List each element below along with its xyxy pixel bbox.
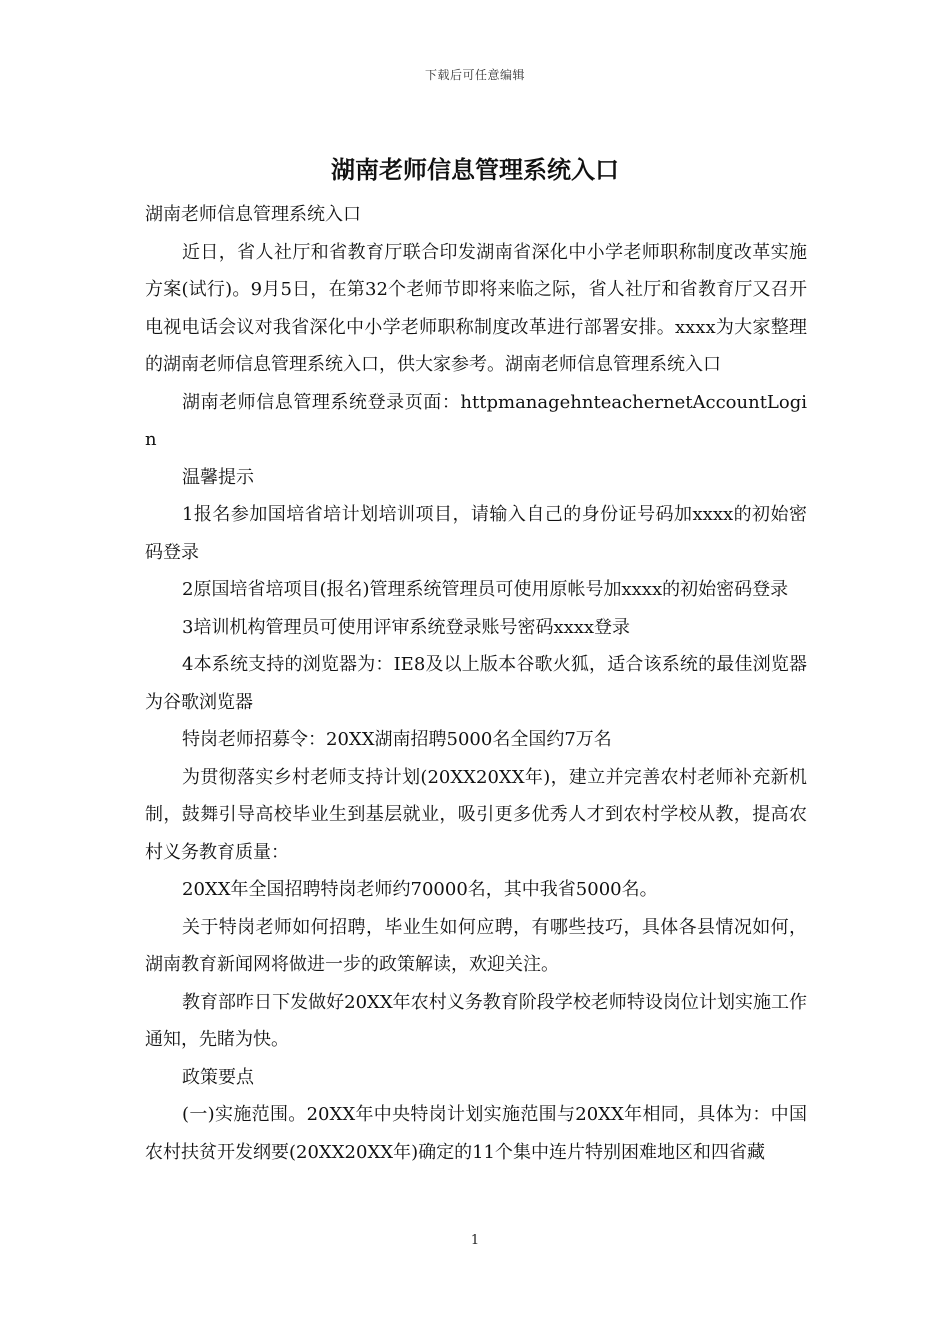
paragraph: 4本系统支持的浏览器为：IE8及以上版本谷歌火狐，适合该系统的最佳浏览器为谷歌浏览器 [145,654,807,713]
paragraph: 为贯彻落实乡村老师支持计划(20XX20XX年)，建立并完善农村老师补充新机制，鼓舞引导高校毕业生到基层就业，吸引更多优秀人才到农村学校从教，提高农村义务教育质量： [145,766,807,863]
paragraph: 1报名参加国培省培计划培训项目，请输入自己的身份证号码加xxxx的初始密码登录 [145,504,807,563]
paragraph: 湖南老师信息管理系统登录页面：httpmanagehnteachernetAccountLogin [145,391,807,450]
paragraph: 近日，省人社厅和省教育厅联合印发湖南省深化中小学老师职称制度改革实施方案(试行)。9月5日，在第32个老师节即将来临之际，省人社厅和省教育厅又召开电视电话会议对我省深化中小学老师职称制度改革进行部署安排。xxxx为大家整理的湖南老师信息管理系统入口，供大家参考。湖南老师信息管理系统入口 [145,241,807,375]
document-title: 湖南老师信息管理系统入口 [331,155,619,184]
paragraph: 温馨提示 [182,466,254,488]
header-note: 下载后可任意编辑 [424,68,525,82]
paragraph: 3培训机构管理员可使用评审系统登录账号密码xxxx登录 [182,616,631,638]
paragraph: 政策要点 [182,1066,254,1088]
paragraph: 教育部昨日下发做好20XX年农村义务教育阶段学校老师特设岗位计划实施工作通知，先睹为快。 [145,991,807,1050]
paragraph: 20XX年全国招聘特岗老师约70000名，其中我省5000名。 [182,879,658,900]
paragraph: 特岗老师招募令：20XX湖南招聘5000名全国约7万名 [182,729,612,750]
paragraph: 关于特岗老师如何招聘，毕业生如何应聘，有哪些技巧，具体各县情况如何，湖南教育新闻网将做进一步的政策解读，欢迎关注。 [145,916,807,975]
paragraph: (一)实施范围。20XX年中央特岗计划实施范围与20XX年相同，具体为：中国农村扶贫开发纲要(20XX20XX年)确定的11个集中连片特别困难地区和四省藏 [145,1104,807,1163]
document-body [145,196,807,1171]
paragraph: 湖南老师信息管理系统入口 [145,204,361,225]
page-number: 1 [470,1233,480,1248]
paragraph: 2原国培省培项目(报名)管理系统管理员可使用原帐号加xxxx的初始密码登录 [182,579,789,600]
